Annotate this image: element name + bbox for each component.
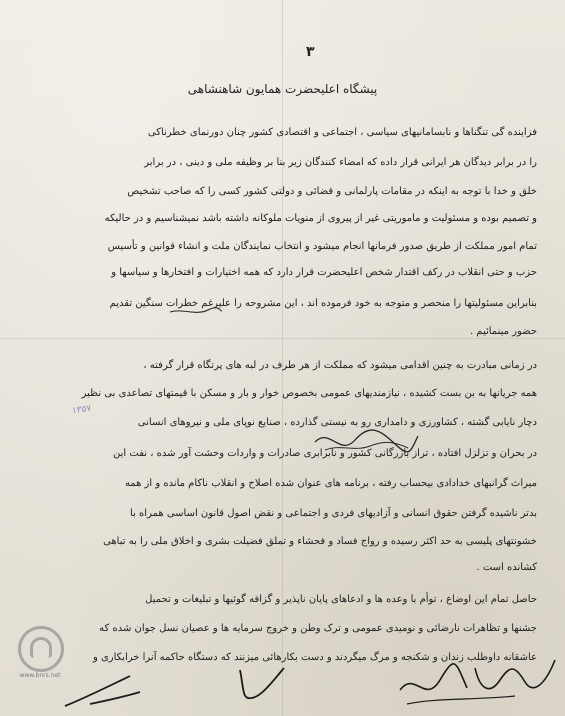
paragraph-1-line-8: حضور مینمائیم .: [469, 326, 537, 337]
archive-logo-icon: [18, 626, 64, 672]
paragraph-3-line-2: جشنها و تظاهرات نارضائی و نومیدی عمومی و ترک وطن و خروج سرمایه ها و عصیان نسل جوان شده که: [99, 623, 537, 634]
fold-line-vertical: [282, 0, 283, 716]
paragraph-1-line-3: خلق و خدا با توجه به اینکه در مقامات پارلمانی و قضائی و دولتی کشور کسی را که صاحب تشخیص: [127, 186, 537, 197]
paragraph-2-line-5: میراث گرانبهای خدادادی بیحساب رفته ، برنامه های عنوان شده اصلاح و انقلاب ناکام مانده و از همه: [124, 478, 537, 489]
signature-2: [232, 660, 292, 710]
paragraph-2-line-8: کشانده است .: [476, 562, 537, 573]
fold-line-horizontal: [0, 338, 565, 339]
page-number: ۳: [306, 44, 315, 60]
paragraph-1-line-4: و تصمیم بوده و مسئولیت و ماموریتی غیر از پیروی از منویات ملوکانه داشته باشد نمیشناسیم و در حالیکه: [104, 213, 537, 224]
paragraph-1-line-2: را در برابر دیدگان هر ایرانی قرار داده که امضاء کنندگان زیر بنا بر وظیفه ملی و دینی ، در برابر: [144, 157, 537, 168]
letter-heading: پیشگاه اعلیحضرت همایون شاهنشاهی: [187, 82, 378, 96]
paragraph-2-line-6: بدتر ناشیده گرفتن حقوق انسانی و آزادیهای فردی و اجتماعی و نقض اصول قانون اساسی همراه با: [130, 508, 537, 519]
handwritten-annotation-icon: [310, 422, 420, 462]
underline-mark: [168, 306, 223, 318]
paragraph-3-line-1: حاصل تمام این اوضاع ، توأم با وعده ها و ادعاهای پایان ناپذیر و گزافه گوئیها و تبلیغات و تحمیل: [145, 594, 537, 605]
marginal-stamp: ۱۳۵۷: [71, 403, 92, 417]
paragraph-2-line-2: همه جریانها به بن بست کشیده ، نیازمندیهای عمومی بخصوص خوار و بار و مسکن با قیمتهای تصاعدی بی نظیر: [81, 388, 537, 399]
signature-3: [395, 650, 560, 712]
paragraph-1-line-1: فزاینده گی تنگناها و نابسامانیهای سیاسی ، اجتماعی و اقتصادی کشور چنان دورنمای خطرناکی: [147, 127, 537, 138]
paragraph-2-line-7: خشونتهای پلیسی به حد اکثر رسیده و رواج فساد و فحشاء و تملق فضیلت بشری و اخلاق ملی را به تباهی: [103, 536, 537, 547]
paragraph-2-line-1: در زمانی مبادرت به چنین اقدامی میشود که مملکت از هر طرف در لبه های پرتگاه قرار گرفته ،: [143, 360, 537, 371]
paragraph-1-line-5: تمام امور مملکت از طریق صدور فرمانها انجام میشود و انتخاب نمایندگان ملت و انشاء قوانین و تأسیس: [107, 241, 537, 252]
paragraph-3-line-3: عاشقانه داوطلب زندان و شکنجه و مرگ میگردند و دست بکارهائی میزنند که دستگاه حاکمه آنرا خرابکاری و: [92, 652, 537, 663]
paragraph-2-line-3: دچار نایابی گشته ، کشاورزی و دامداری رو به نیستی گذارده ، صنایع نوپای ملی و نیروهای انسانی: [137, 417, 537, 428]
watermark-label: www.bnrs.net: [19, 672, 61, 679]
paragraph-1-line-7: بنابراین مسئولیتها را منحصر و متوجه به خود فرموده اند ، این مشروحه را علیرغم خطرات سنگین تقدیم: [109, 298, 537, 309]
paragraph-2-line-4: در بحران و تزلزل افتاده ، تراز بازرگانی کشور و نابرابری صادرات و واردات وحشت آور شده ، نفت این: [113, 448, 537, 459]
signature-1: [60, 668, 160, 712]
paragraph-1-line-6: حزب و حتی انقلاب در رکف اقتدار شخص اعلیحضرت قرار دارد که همه اختیارات و افتخارها و سیاسها و: [111, 267, 537, 278]
